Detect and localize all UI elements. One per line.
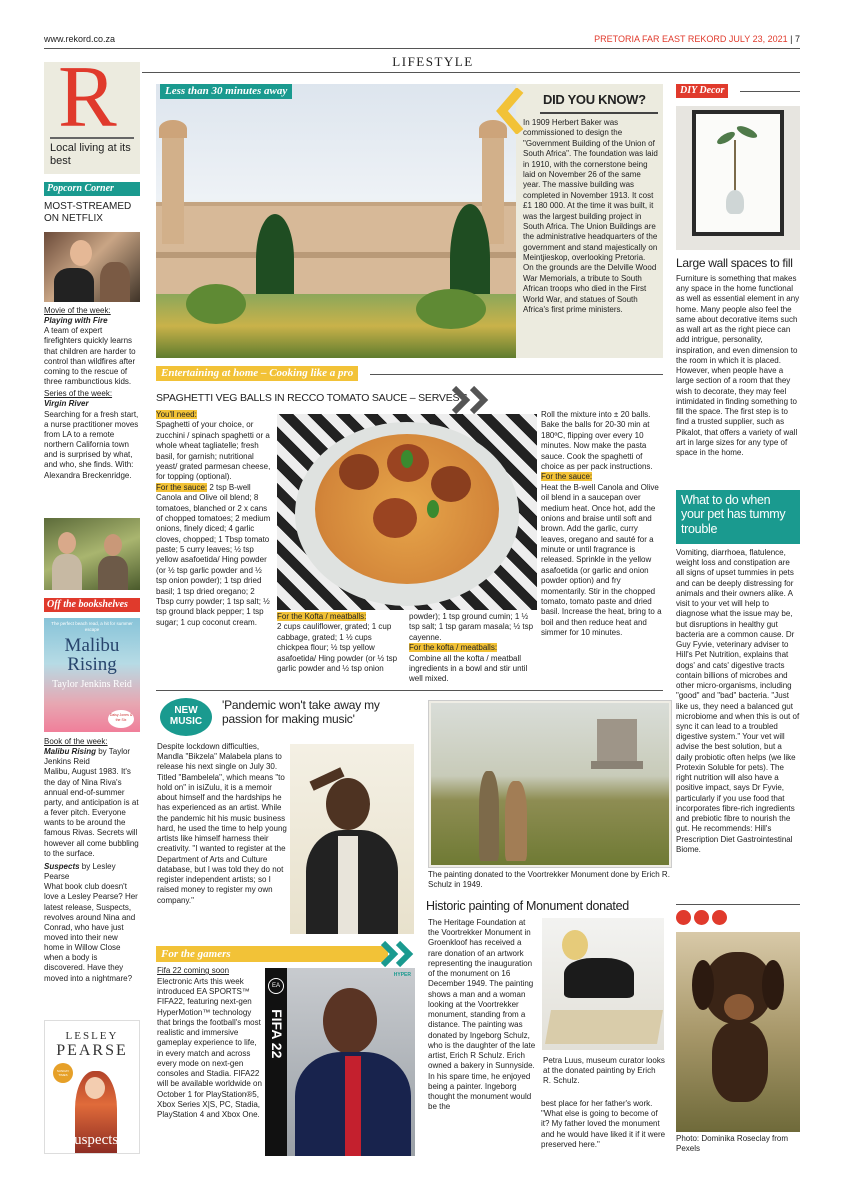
sauce-text: 2 tsp B-well Canola and Olive oil blend; 8 tomatoes, blanched or 2 x cans of chopped tomatoes; 2 medium onions, finely diced; 4 garlic cloves, chopped; 1 Tbsp tomato paste; 5 curry leaves; ½ tsp yellow asafoetida/ Hing powder (or ½ tsp garlic powder and ½ tsp onion powder); 1 tsp dried basil; 1 tsp dried oregano; 2 Tbsp curry powder; 1 tsp salt; ½ tsp ground black pepper; 1 tsp sugar; 1 cup coconut cream. — [156, 482, 271, 627]
painting-text-2: best place for her father's work. "What else is going to become of it? My father loved the monument and he would have liked it if it were preserved here." — [541, 1099, 666, 1149]
header-rule — [44, 48, 800, 49]
site-url[interactable]: www.rekord.co.za — [44, 34, 116, 44]
sauce-label-2: For the sauce: — [541, 472, 593, 482]
union-buildings-photo — [156, 84, 520, 358]
diy-title: Large wall spaces to fill — [676, 256, 793, 270]
series-text: Searching for a fresh start, a nurse practitioner moves from LA to a remote northern California town and is surprised by what, and who, she finds. With: Alexandra Breckenridge. — [44, 409, 139, 480]
recipe-col4 — [541, 410, 665, 639]
movie-text: A team of expert firefighters quickly learns that children are harder to control than wildfires after coming to the rescue of three rambunctious kids. — [44, 326, 136, 387]
recipe-rule — [370, 374, 663, 375]
kofta-method: Combine all the kofta / meatball ingredients in a bowl and stir until well mixed. — [409, 653, 528, 684]
recipe-col2 — [277, 612, 403, 674]
painting-photo — [428, 700, 672, 868]
sauce-label: For the sauce: — [156, 482, 208, 492]
curator-photo — [542, 918, 664, 1050]
recipe-chevrons-icon — [450, 386, 498, 414]
book-cover-suspects — [44, 1020, 140, 1154]
brand-letter: R — [58, 49, 117, 146]
netflix-title: MOST-STREAMED ON NETFLIX — [44, 201, 132, 224]
fifa-brand: EA — [268, 978, 284, 994]
dyk-title: DID YOU KNOW? — [543, 92, 646, 107]
issue-date: JULY 23, 2021 — [728, 34, 788, 44]
dyk-rule — [540, 112, 658, 114]
brand-rule — [50, 137, 134, 139]
method-text: Roll the mixture into ± 20 balls. Bake the balls for 20-30 min at 180ºC, flipping over every 10 minutes. Now make the pasta sauce. Cook the spaghetti of choice as per pack instructions. — [541, 410, 653, 471]
diy-tag: DIY Decor — [676, 84, 728, 98]
series-image — [44, 518, 140, 590]
book-title: Malibu Rising — [44, 747, 96, 757]
series-title: Virgin River — [44, 399, 89, 409]
cover2-badge: SUNDAY TIMES — [53, 1063, 73, 1083]
pet-title-box — [676, 490, 800, 544]
recipe-title: SPAGHETTI VEG BALLS IN RECCO TOMATO SAUCE – SERVES 6 — [156, 392, 468, 404]
music-text: Despite lockdown difficulties, Mandla "Bikzela" Malabela plans to release his next single on July 30. Titled "Bambelela", which means "to hold on" in isiZulu, it is a memoir about himself and the hardships he has experienced as an artist. While the pandemic hit his music business hard, he used the time to help young artists like himself harness their creativity. "I wanted to register at the Department of Arts and Culture database, but I was told they do not register independent artists; so I raised money to register my own company." — [157, 742, 287, 905]
new-music-badge — [160, 698, 212, 736]
pet-title: What to do when your pet has tummy trouble — [681, 493, 786, 536]
pet-rule — [676, 904, 800, 905]
cover2-title: Suspects — [65, 1132, 119, 1148]
pet-dots — [676, 910, 746, 926]
series-label: Series of the week: — [44, 389, 113, 399]
curator-caption: Petra Luus, museum curator looks at the donated painting by Erich R. Schulz. — [543, 1056, 665, 1085]
photo-credit: Photo: Dominika Roseclay from Pexels — [676, 1134, 789, 1153]
music-title: 'Pandemic won't take away my passion for making music' — [222, 698, 380, 727]
publication-name: PRETORIA FAR EAST REKORD — [594, 34, 727, 44]
painting-caption: The painting donated to the Voortrekker Monument done by Erich R. Schulz in 1949. — [428, 870, 670, 889]
popcorn-tag: Popcorn Corner — [44, 182, 140, 196]
section-rule — [142, 72, 800, 73]
sauce-method: Heat the B-well Canola and Olive oil blend in a saucepan over medium heat. Once hot, add the onions and braise until soft and brown. Add the garlic, curry leaves, oregano and sauté for a minute or until fragrance is released. Sprinkle in the yellow asafoetida (or garlic and onion powder option) and fry momentarily. Stir in the chopped tomato, tomato paste and dried basil. Increase the heat, bring to a boil and then reduce heat and simmer for 10 minutes. — [541, 482, 662, 638]
movie-title: Playing with Fire — [44, 316, 108, 326]
gamers-lead: Fifa 22 coming soon — [157, 966, 230, 975]
need-label: You'll need: — [156, 410, 197, 419]
dot-icon — [694, 910, 709, 925]
cover1-title: Malibu Rising — [64, 635, 120, 675]
book2-by: by Lesley Pearse — [44, 861, 116, 882]
badge-line1: NEW — [174, 705, 198, 716]
book-text: Malibu, August 1983. It's the day of Nina Riva's annual end-of-summer party, and anticipation is at a fever pitch. Everyone wants to be around the famous Rivas. Secrets will however all come bubbling to the surface. — [44, 767, 139, 858]
fifa-cover-title: FIFA 22 — [269, 1009, 286, 1059]
badge-line2: MUSIC — [169, 715, 203, 727]
painting-text: The Heritage Foundation at the Voortrekker Monument in Groenkloof has received a rare donation of an artwork representing the inauguration of the monument on 16 December 1949. The painting shows a man and a woman looking at the Voortrekker monument, standing from a distance. The painting was donated by Ingeborg Schulz, who is the daughter of the late artist, Erich R Schulz. Erich owned a bakery in Sunnyside. In his spare time, he enjoyed being a painter. Ingeborg thought the monument would be the — [428, 918, 536, 1112]
diy-rule — [740, 91, 800, 92]
kofta-label: For the Kofta / meatballs: — [277, 612, 367, 621]
kofta-cont: powder); 1 tsp ground cumin; 1 ½ tsp salt; 1 tsp garam masala; ½ tsp cayenne. — [409, 612, 534, 642]
recipe-tag: Entertaining at home – Cooking like a pro — [156, 366, 358, 381]
kofta-text: 2 cups cauliflower, grated; 1 cup cabbage, grated; 1 ½ cups chickpea flour; ½ tsp yellow asafoetida/ Hing powder (or ½ tsp garlic powder and ½ tsp onion — [277, 622, 398, 673]
painting-title: Historic painting of Monument donated — [426, 899, 629, 913]
fifa-corner: HYPER — [393, 972, 411, 978]
cover1-author: Taylor Jenkins Reid — [52, 679, 132, 690]
cover1-badge: Daisy Jones & the Six — [108, 710, 134, 728]
dot-icon — [676, 910, 691, 925]
brand-box — [44, 49, 140, 174]
header-sep: | — [790, 34, 793, 44]
cover1-top: The perfect beach read, a hit for summer escape — [51, 621, 133, 632]
cover2-author2: PEARSE — [56, 1042, 128, 1059]
page-number: 7 — [794, 34, 800, 44]
book2-title: Suspects — [44, 861, 80, 871]
page-header-right — [594, 34, 800, 46]
need-text: Spaghetti of your choice, or zucchini / spinach spaghetti or a whole wheat tagliatelle; fresh basil, for garnish; nutritional yeast/ grated parmesan cheese, for topping (optional). — [156, 420, 271, 482]
books-text — [44, 737, 140, 984]
dyk-chevron-icon — [496, 88, 524, 134]
book-cover-malibu — [44, 618, 140, 732]
gamers-chevrons-icon — [380, 941, 416, 967]
brand-tagline: Local living at its best — [50, 142, 131, 168]
dot-icon — [712, 910, 727, 925]
spaghetti-photo — [277, 414, 537, 610]
movie-label: Movie of the week: — [44, 306, 111, 315]
wall-art-photo — [676, 106, 800, 250]
gamers-tag: For the gamers — [156, 946, 388, 962]
popcorn-text — [44, 306, 140, 481]
movie-image — [44, 232, 140, 302]
book-by: by Taylor Jenkins Reid — [44, 747, 131, 767]
fifa-cover — [265, 968, 415, 1156]
dyk-text: In 1909 Herbert Baker was commissioned to design the "Government Building of the Union of South Africa". The foundation was laid in 1910, with the cornerstone being laid on November 26 of the same year. The massive building was completed in November 1913. It cost £1 180 000. At the time it was built, it was the largest building project in South Africa. The Union Buildings are the administrative headquarters of the government and stand majestically on Meintjieskop, overlooking Pretoria. On the grounds are the Delville Wood War Memorials, a tribute to South African troops who died in the First World War, and statues of South Africa's first prime ministers. — [523, 118, 658, 315]
hero-tag: Less than 30 minutes away — [160, 84, 292, 99]
book2-text: What book club doesn't love a Lesley Pearse? Her latest release, Suspects, revolves around Nina and Conrad, who have just moved into their new home in Willow Close when a body is discovered. Have they moved into a nightmare? — [44, 882, 138, 983]
recipe-col1 — [156, 410, 274, 628]
books-tag: Off the bookshelves — [44, 598, 140, 612]
puppy-photo — [676, 932, 800, 1132]
artist-photo — [290, 744, 414, 934]
section-title: LIFESTYLE — [392, 54, 474, 69]
diy-text: Furniture is something that makes any space in the home functional as well as essential element in any home. Many people also feel the same about decorative items such as wall art as the right piece can add intrigue, personality, inspiration, and even dimension to the room in which it is placed. However, when people have a large section of a room that they wish to decorate, they may feel intimidated in finding something to fill the space. The first step is to find a trusted supplier, such as Pikalot, that offers a variety of wall art in large sizes for any type of space in the home. — [676, 274, 800, 457]
kofta-label-2: For the kofta / meatballs: — [409, 643, 498, 653]
gamers-text: Electronic Arts this week introduced EA SPORTS™ FIFA22, featuring next-gen HyperMotion™ technology that brings the football's most realistic and immersive gameplay experience to life, in every match and across every mode on next-gen consoles and Stadia. FIFA22 will be available worldwide on October 1 for PlayStation®5, Xbox Series X|S, PC, Stadia, PlayStation 4 and Xbox One. — [157, 977, 262, 1120]
recipe-col3 — [409, 612, 537, 685]
cover2-author1: LESLEY — [65, 1030, 119, 1042]
book-label: Book of the week: — [44, 737, 108, 746]
recipe-bottom-rule — [156, 690, 663, 691]
pet-text: Vomiting, diarrhoea, flatulence, weight loss and constipation are all signs of upset tummies in pets and can be deeply distressing for animals and their owners alike. A visit to your vet will help to diagnose what the issue may be, but disruptions in healthy gut bacteria are a common cause. Dr Guy Fyvie, veterinary adviser to Hill's Pet Nutrition, explains that dogs' and cats' digestive tracts contain billions of microbes and other micro-organisms, including "good" and "bad" bacteria. "Just like us, they need a balanced gut microbiome and when this is out of sync it can lead to a troubled digestive system." Your vet will advise the best solution, but a daily probiotic often helps (we like Protexin Soluble for pets). The right nutrition will also have a positive impact, says Dr Fyvie, particularly if you use food that incorporates fibre-rich ingredients and prebiotic fibre to nourish the gut. He recommends: Hill's Prescription Diet Gastrointestinal Biome. — [676, 548, 800, 854]
